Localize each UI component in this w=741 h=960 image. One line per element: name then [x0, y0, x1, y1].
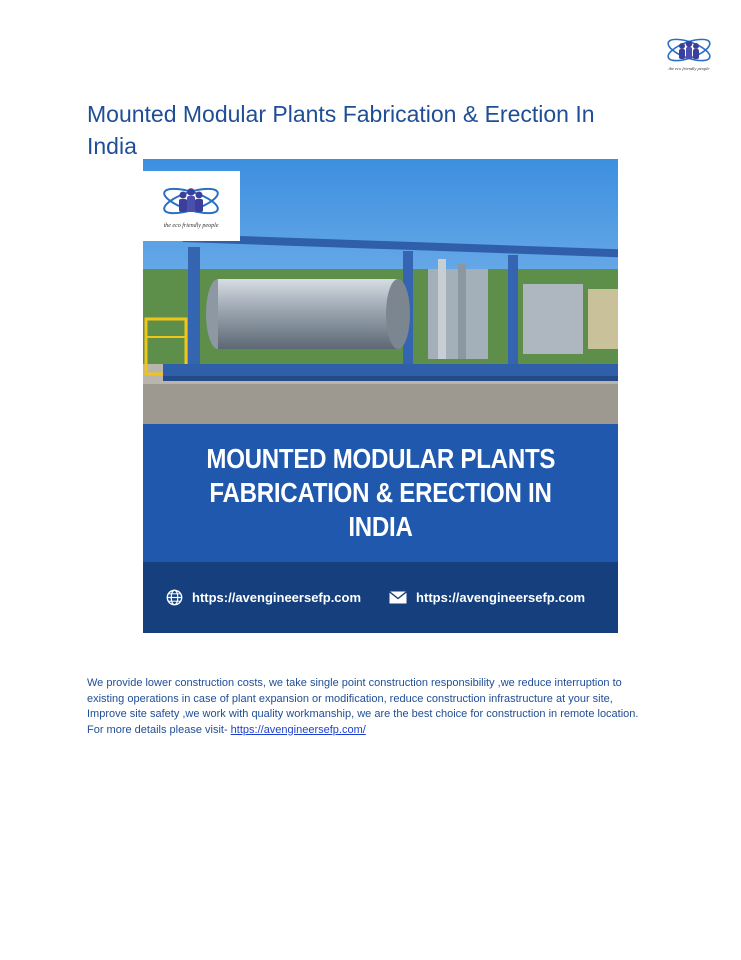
banner-line-1: MOUNTED MODULAR PLANTS	[206, 443, 555, 474]
globe-icon	[166, 589, 183, 606]
hero-footer	[143, 562, 618, 633]
body-paragraph	[87, 676, 652, 738]
svg-text:the eco friendly people: the eco friendly people	[668, 66, 710, 71]
banner-line-2: FABRICATION & ERECTION IN INDIA	[209, 477, 552, 542]
svg-text:the eco friendly people: the eco friendly people	[163, 223, 219, 229]
hero-logo-icon	[143, 171, 240, 241]
email-text: https://avengineersefp.com	[416, 590, 586, 605]
mail-icon	[389, 591, 407, 604]
website-link[interactable]: https://avengineersefp.com/	[230, 723, 366, 736]
hero-image	[143, 159, 618, 633]
body-text: We provide lower construction costs, we take single point construction responsibility ,we reduce interruption to existing operations in case of plant expansion or modification, reduce construction infrastructure at your site, Improve site safety ,we work with quality workmanship, we are the best choice for construction in remote location. For more details please visit-	[87, 677, 639, 736]
website-item	[166, 589, 361, 606]
page-title: Mounted Modular Plants Fabrication & Erection In India	[87, 101, 595, 160]
email-item	[389, 590, 585, 605]
website-text: https://avengineersefp.com	[192, 590, 362, 605]
company-logo-icon	[662, 34, 716, 74]
hero-banner	[143, 424, 618, 562]
